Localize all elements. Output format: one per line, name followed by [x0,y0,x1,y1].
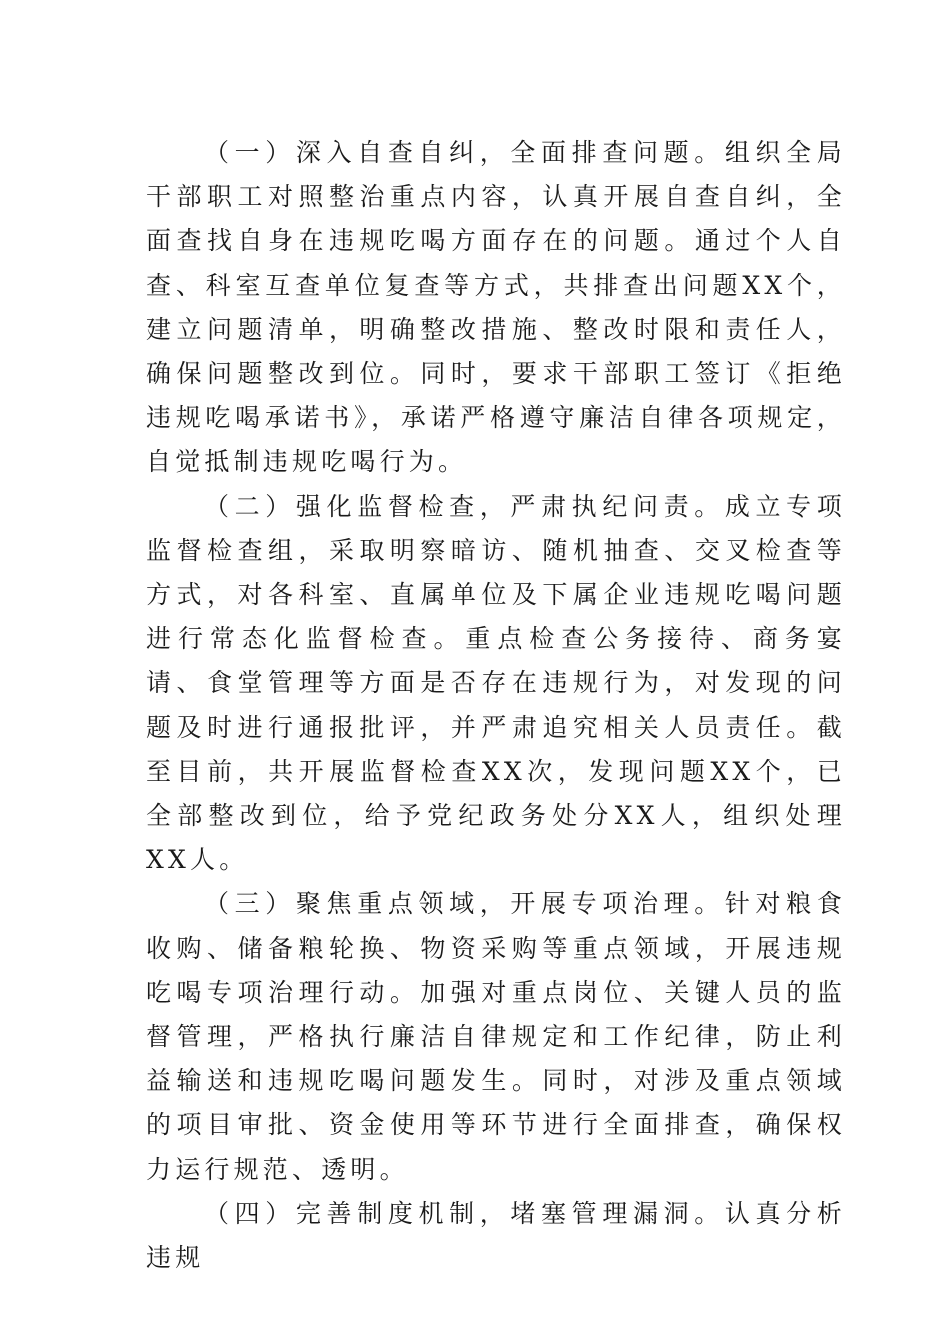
paragraph-key-areas: （三）聚焦重点领域，开展专项治理。针对粮食收购、储备粮轮换、物资采购等重点领域，开展违规吃喝专项治理行动。加强对重点岗位、关键人员的监督管理，严格执行廉洁自律规定和工作纪律，防止利益输送和违规吃喝问题发生。同时，对涉及重点领域的项目审批、资金使用等环节进行全面排查，确保权力运行规范、透明。 [146,889,846,1184]
paragraph-institutional-mechanism: （四）完善制度机制，堵塞管理漏洞。认真分析违规 [146,1198,846,1273]
document-body [146,131,846,1280]
paragraph-supervision: （二）强化监督检查，严肃执纪问责。成立专项监督检查组，采取明察暗访、随机抽查、交叉检查等方式，对各科室、直属单位及下属企业违规吃喝问题进行常态化监督检查。重点检查公务接待、商务宴请、食堂管理等方面是否存在违规行为，对发现的问题及时进行通报批评，并严肃追究相关人员责任。截至目前，共开展监督检查XX次，发现问题XX个，已全部整改到位，给予党纪政务处分XX人，组织处理XX人。 [146,491,846,875]
paragraph-self-inspection: （一）深入自查自纠，全面排查问题。组织全局干部职工对照整治重点内容，认真开展自查自纠，全面查找自身在违规吃喝方面存在的问题。通过个人自查、科室互查单位复查等方式，共排查出问题XX个，建立问题清单，明确整改措施、整改时限和责任人，确保问题整改到位。同时，要求干部职工签订《拒绝违规吃喝承诺书》，承诺严格遵守廉洁自律各项规定，自觉抵制违规吃喝行为。 [146,138,846,477]
